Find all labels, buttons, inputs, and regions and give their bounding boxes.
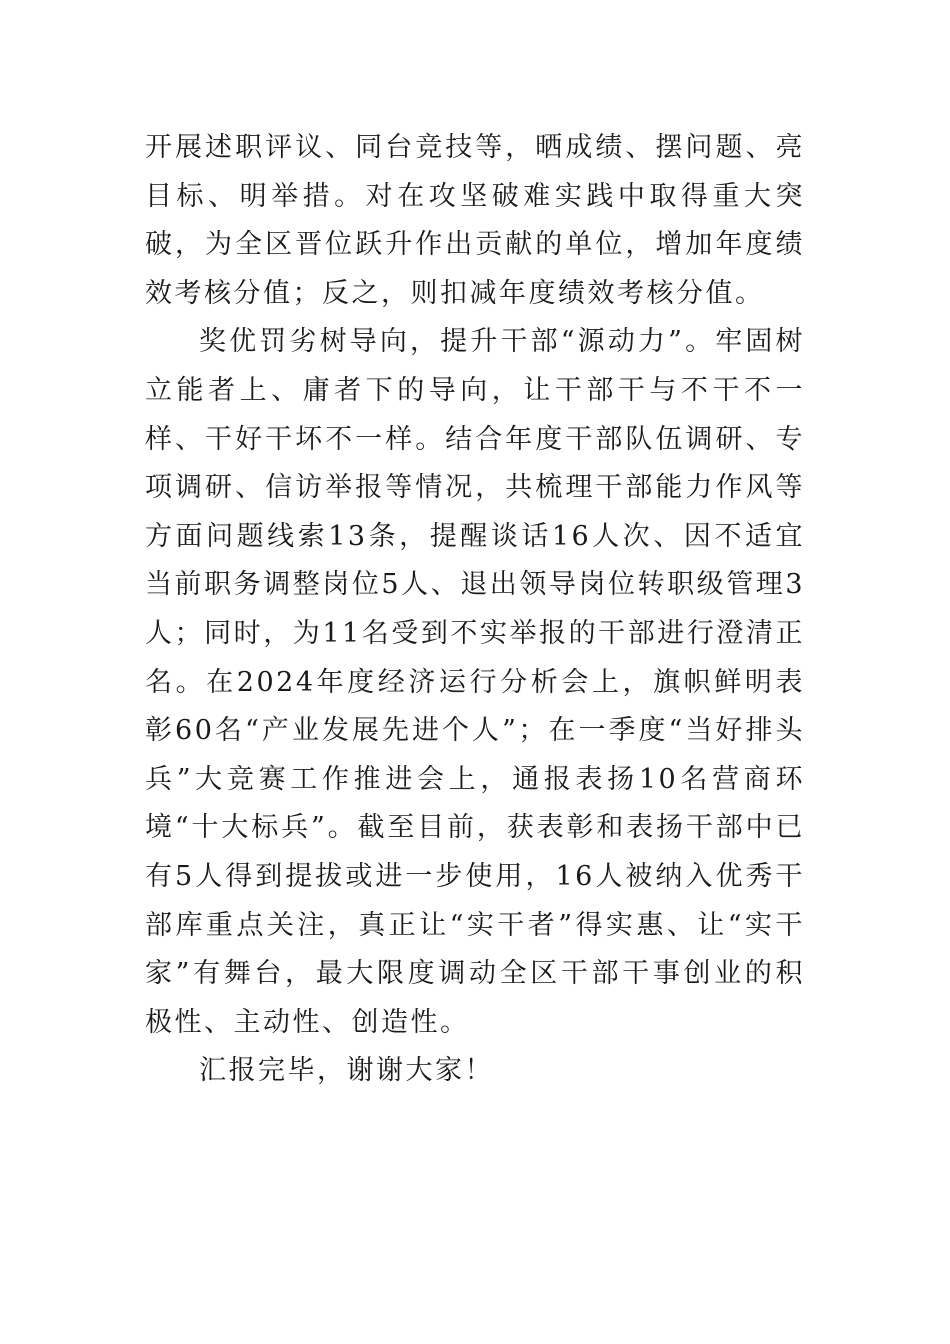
document-body (145, 124, 805, 1096)
paragraph-2: 奖优罚劣树导向，提升干部“源动力”。牢固树立能者上、庸者下的导向，让干部干与不干不一样、干好干坏不一样。结合年度干部队伍调研、专项调研、信访举报等情况，共梳理干部能力作风等方面问题线索13条，提醒谈话16人次、因不适宜当前职务调整岗位5人、退出领导岗位转职级管理3人；同时，为11名受到不实举报的干部进行澄清正名。在2024年度经济运行分析会上，旗帜鲜明表彰60名“产业发展先进个人”；在一季度“当好排头兵”大竞赛工作推进会上，通报表扬10名营商环境“十大标兵”。截至目前，获表彰和表扬干部中已有5人得到提拔或进一步使用，16人被纳入优秀干部库重点关注，真正让“实干者”得实惠、让“实干家”有舞台，最大限度调动全区干部干事创业的积极性、主动性、创造性。 (145, 326, 805, 1038)
paragraph-1: 开展述职评议、同台竞技等，晒成绩、摆问题、亮目标、明举措。对在攻坚破难实践中取得重大突破，为全区晋位跃升作出贡献的单位，增加年度绩效考核分值；反之，则扣减年度绩效考核分值。 (145, 132, 805, 309)
paragraph-closing: 汇报完毕，谢谢大家！ (199, 1055, 494, 1087)
